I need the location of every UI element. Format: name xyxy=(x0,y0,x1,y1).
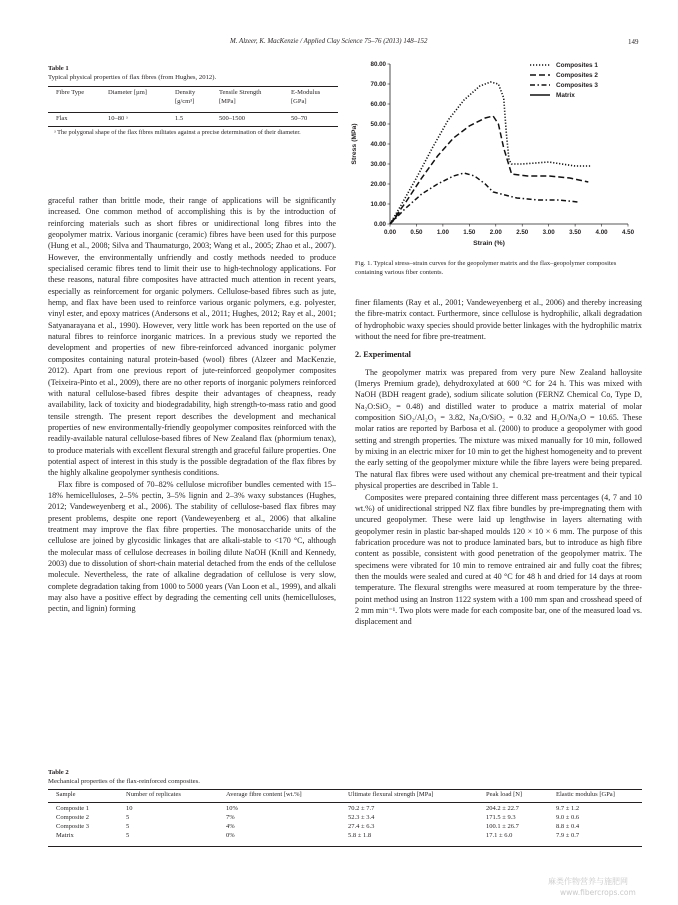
table2-cell: Matrix xyxy=(56,832,74,839)
table2-cell: 17.1 ± 6.0 xyxy=(486,832,513,839)
legend-label: Composites 1 xyxy=(556,62,598,70)
table1-bottom-rule xyxy=(48,126,338,127)
table-row xyxy=(48,115,338,124)
table2-body xyxy=(48,805,642,841)
table2-header-row xyxy=(48,791,642,800)
x-tick-label: 1.00 xyxy=(436,229,449,236)
table1-cell: 1.5 xyxy=(175,115,184,122)
x-tick-label: 4.50 xyxy=(621,229,635,236)
series-line-3 xyxy=(390,173,578,224)
paragraph: Flax fibre is composed of 70–82% cellulose microfiber bundles cemented with 15–18% hemicelluloses, 2–5% pectin, 3–5% lignin and 2–3% waxy substances (Hughes, 2012; Vandeweyenberg et al., 2006). The stability of cellulose-based flax fibres may present problems, despite one report (Vandeweyenberg et al., 2006) that alkaline treatment may improve the flax fibre properties. The monosaccharide units of the cellulose are joined by glycosidic linkages that are alkali-stable to <170 °C, although the molecular mass of cellulose decreases in boiling dilute NaOH (Knill and Kennedy, 2003) due to dissolution of short-chain material detached from the ends of the cellulose molecule. Nevertheless, the rate of alkaline degradation of cellulose is very slow, complete degradation taking from 1000 to 5000 years (Van Loon et al., 1999), and alkali may also have a positive effect by degrading the cementing cell units (hemicelluloses, pectin, and lignin) forming xyxy=(48,479,336,614)
page-number: 149 xyxy=(628,38,639,46)
table1-header-row xyxy=(48,89,338,109)
section-title: 2. Experimental xyxy=(355,350,411,360)
table-row xyxy=(48,832,642,841)
table1-cell: 10–80 ᵃ xyxy=(108,115,128,122)
series-line-4 xyxy=(390,212,400,224)
watermark-url: www.fibercrops.com xyxy=(560,888,636,897)
table2-cell: 5 xyxy=(126,832,130,839)
table1-col-header: Tensile Strength [MPa] xyxy=(219,89,262,105)
table2-cell: 4% xyxy=(226,823,235,830)
y-tick-label: 10.00 xyxy=(370,201,386,208)
table2-cell: Composite 2 xyxy=(56,814,90,821)
table2-cell: 52.3 ± 3.4 xyxy=(348,814,375,821)
table1-body xyxy=(48,115,338,124)
table2-cell: 171.5 ± 9.3 xyxy=(486,814,516,821)
table2-cell: 5 xyxy=(126,814,130,821)
table2-cell: 8.8 ± 0.4 xyxy=(556,823,580,830)
table1-caption: Typical physical properties of flax fibres (from Hughes, 2012). xyxy=(48,74,217,81)
x-tick-label: 2.00 xyxy=(489,229,502,236)
x-axis-label: Strain (%) xyxy=(473,240,505,247)
table2-col-header: Number of replicates xyxy=(126,791,181,798)
watermark-title: 麻类作物营养与施肥网 xyxy=(548,877,628,886)
paragraph: Composites were prepared containing three different mass percentages (4, 7 and 10 wt.%) of unidirectional stripped NZ flax fibre bundles by pre-impregnating them with uncured geopolymer. These were laid up lengthwise in layers alternating with geopolymer resin in plastic bar-shaped moulds 120 × 10 × 6 mm. The purpose of this fabrication procedure was not to produce laminated bars, but to introduce as high fibre content as possible, consistent with good penetration of the geopolymer matrix. The specimens were vibrated for 10 min to remove entrained air and fully coat the fibres; then the moulds were sealed and cured at 40 °C for 48 h and dried for 14 days at room temperature. The flexural strengths were measured at room temperature by the three-point method using an Instron 1122 system with a 100 mm span and crosshead speed of 2 mm min⁻¹. Two plots were made for each composite bar, one of the measured load vs. displacement and xyxy=(355,492,642,627)
table1-col-header: Fibre Type xyxy=(56,89,85,96)
table-row xyxy=(48,814,642,823)
table2-header xyxy=(48,791,642,800)
table1-col-header: Diameter [µm] xyxy=(108,89,147,96)
table2-cell: 0% xyxy=(226,832,235,839)
table2-col-header: Peak load [N] xyxy=(486,791,523,798)
y-tick-label: 60.00 xyxy=(370,101,386,108)
table2-caption: Mechanical properties of the flax-reinforced composites. xyxy=(48,778,200,785)
y-tick-label: 50.00 xyxy=(370,121,386,128)
table2-cell: 5.8 ± 1.8 xyxy=(348,832,372,839)
table2-cell: 10 xyxy=(126,805,133,812)
table1-col-header: E-Modulus [GPa] xyxy=(291,89,321,105)
y-tick-label: 70.00 xyxy=(370,81,386,88)
table2-cell: 27.4 ± 6.3 xyxy=(348,823,375,830)
paragraph: The geopolymer matrix was prepared from very pure New Zealand halloysite (Imerys Premium grade), dehydroxylated at 600 °C for 24 h. This was mixed with NaOH (BDH reagent grade), sodium silicate solution (FERNZ Chemical Co, Type D, Na₂O:SiO₂ = 0.48) and distilled water to produce a matrix material of molar composition SiO₂/Al₂O₃ = 3.82, Na₂O/SiO₂ = 0.32 and H₂O/Na₂O = 10.65. These molar ratios are reported by Barbosa et al. (2000) to produce a geopolymer with good setting and strength properties. The mixture was mixed manually for 10 min, followed by mixing in an electric mixer for 10 min to get the highest homogeneity and to prevent the early setting of the geopolymer mixture while the fibre layers were being prepared. The natural flax fibres were used without any chemical pre-treatment and their typical physical properties are described in Table 1. xyxy=(355,367,642,491)
table1-cell: Flax xyxy=(56,115,68,122)
table1-col-header: Density [g/cm³] xyxy=(175,89,196,105)
table2-cell: 100.1 ± 26.7 xyxy=(486,823,519,830)
table2-cell: 9.0 ± 0.6 xyxy=(556,814,580,821)
y-tick-label: 20.00 xyxy=(370,181,386,188)
table1-top-rule xyxy=(48,86,338,87)
table1-footnote: ᵃ The polygonal shape of the flax fibres militates against a precise determination of their diameter. xyxy=(54,129,301,136)
left-column xyxy=(48,195,336,615)
table2-cell: Composite 3 xyxy=(56,823,90,830)
table2-col-header: Ultimate flexural strength [MPa] xyxy=(348,791,434,798)
table2-mid-rule xyxy=(48,802,642,803)
table2-cell: 7% xyxy=(226,814,235,821)
table2-cell: 9.7 ± 1.2 xyxy=(556,805,580,812)
table2-cell: 10% xyxy=(226,805,238,812)
x-tick-label: 3.50 xyxy=(569,229,582,236)
table1-caption-block xyxy=(48,64,338,82)
legend-label: Matrix xyxy=(556,92,575,100)
table1-label: Table 1 xyxy=(48,65,69,72)
x-tick-label: 4.00 xyxy=(595,229,608,236)
table2-col-header: Sample xyxy=(56,791,76,798)
x-tick-label: 0.00 xyxy=(383,229,397,236)
table1-mid-rule xyxy=(48,112,338,113)
table2-col-header: Elastic modulus [GPa] xyxy=(556,791,615,798)
table-row xyxy=(48,805,642,814)
table1-cell: 50–70 xyxy=(291,115,308,122)
table2-caption-block xyxy=(48,768,642,786)
x-tick-label: 1.50 xyxy=(463,229,476,236)
x-tick-label: 3.00 xyxy=(542,229,555,236)
y-tick-label: 0.00 xyxy=(373,221,386,228)
paragraph: graceful rather than brittle mode, their range of applications will be significantly increased. One common method of accomplishing this is by the introduction of reinforcing materials such as short fibres or unidirectional long fibres into the geopolymer matrix. Various inorganic (ceramic) fibres have been used for this purpose (Hung et al., 2008; Silva and Thaumaturgo, 2003; Wang et al., 2005; Zhao et al., 2007). However, the environmentally unfriendly and costly methods needed to produce specialised ceramic fibres tend to limit their use to high-technology applications. For these reasons, natural fibre composites have attracted much attention in recent years, especially as reinforcement for organic polymers. Cellulose-based fibres such as jute, hemp, and flax have been used to reinforce various organic polymers, e.g. polyester, vinyl ester, and epoxy matrices (Andersons et al., 2011; Hughes, 2012; Ray et al., 2001; Satyanarayana et al., 1990). However, very little work has been reported on the use of natural fibres to reinforce inorganic matrices. In a previous study we reported the development and properties of new fibre-reinforced advanced inorganic polymer composites containing natural protein-based (wool) fibres (Alzeer and MacKenzie, 2012). Apart from one previous report of jute-reinforced geopolymer composites (Teixeira-Pinto et al., 2009), there are no other reports of inorganic polymers reinforced with natural cellulose-based fibres despite their advantages of cheapness, ready availability, lack of toxicity and biodegradability, high strength-to-mass ratio and good tensile strength. The present report describes the development and mechanical properties of new environmentally-friendly geopolymer composites reinforced with the readily-available natural cellulose-based fibres of New Zealand flax (phormium tenax), to produce materials with excellent flexural strength and graceful failure properties. One potential aspect of interest in this study is the possible degradation of the flax fibres by the highly alkaline geopolymer synthesis conditions. xyxy=(48,196,336,478)
table2-cell: Composite 1 xyxy=(56,805,90,812)
right-column xyxy=(355,297,642,628)
y-tick-label: 30.00 xyxy=(370,161,386,168)
table2-col-header: Average fibre content [wt.%] xyxy=(226,791,302,798)
paragraph: finer filaments (Ray et al., 2001; Vandeweyenberg et al., 2006) and thereby increasing the fibre-matrix contact. Furthermore, since cellulose is hydrophilic, alkali degradation of hydrophobic waxy species should provide better linkages with the hydrophilic matrix without the need for fibre pre-treatment. xyxy=(355,298,642,342)
stress-strain-chart xyxy=(346,56,636,256)
table2-cell: 204.2 ± 22.7 xyxy=(486,805,519,812)
table-row xyxy=(48,823,642,832)
table2-label: Table 2 xyxy=(48,769,69,776)
table2-cell: 70.2 ± 7.7 xyxy=(348,805,375,812)
table2-cell: 7.9 ± 0.7 xyxy=(556,832,580,839)
table2-bottom-rule xyxy=(48,846,642,847)
table2-cell: 5 xyxy=(126,823,130,830)
figure1-caption: Fig. 1. Typical stress–strain curves for the geopolymer matrix and the flax–geopolymer composites containing various fiber contents. xyxy=(355,260,617,276)
table1-cell: 500–1500 xyxy=(219,115,245,122)
x-tick-label: 0.50 xyxy=(410,229,423,236)
y-tick-label: 40.00 xyxy=(370,141,386,148)
table2-top-rule xyxy=(48,789,642,790)
running-head: M. Alzeer, K. MacKenzie / Applied Clay Science 75–76 (2013) 148–152 xyxy=(230,38,428,45)
legend-label: Composites 2 xyxy=(556,72,598,80)
x-tick-label: 2.50 xyxy=(516,229,529,236)
y-axis-label: Stress (MPa) xyxy=(351,123,358,165)
table1 xyxy=(48,89,338,109)
y-tick-label: 80.00 xyxy=(370,61,386,68)
series-line-2 xyxy=(390,116,588,224)
legend-label: Composites 3 xyxy=(556,82,598,90)
series-line-1 xyxy=(390,82,591,224)
